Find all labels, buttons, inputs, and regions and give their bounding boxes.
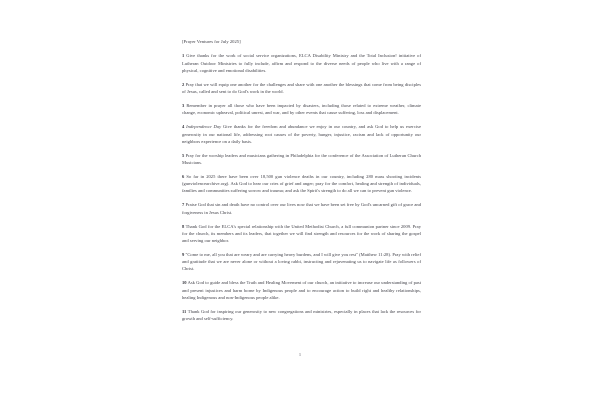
prayer-item — [182, 152, 421, 166]
prayer-item — [182, 279, 421, 300]
prayer-item — [182, 81, 421, 95]
prayer-item-number: 1 — [182, 53, 185, 59]
prayer-item — [182, 52, 421, 73]
prayer-item-text: Pray for the worship leaders and musicians gathering in Philadelphia for the conference of the Association of Lutheran Church Musicians. — [182, 152, 421, 165]
prayer-item-number: 10 — [182, 280, 187, 286]
prayer-item-text: Praise God that sin and death have no control over our lives now that we have been set free by God's uncarned gift of grace and forgiveness in Jesus Christ. — [182, 202, 421, 215]
prayer-item-number: 8 — [182, 223, 185, 229]
page-number: 1 — [298, 352, 302, 357]
prayer-item-text: Pray that we will equip one another for the challenges and share with one another the blessings that come from being disciples of Jesus, called and sent to do God's work in the world. — [182, 81, 421, 94]
prayer-list — [182, 52, 421, 322]
prayer-item-number: 11 — [182, 308, 187, 314]
document-title: [Prayer Ventures for July 2025] — [182, 39, 241, 44]
prayer-item-number: 7 — [182, 202, 185, 208]
prayer-item-text: So far in 2025 there have been over 18,500 gun violence deaths in our country, including 280 mass shooting incidents (gunviolencearchive.org). Ask God to hear our cries of grief and anger; pray for the comfort, healing and strength of individuals, families and communities suffering sorrow and trauma; and ask the Spirit's strength to do all we can to prevent gun violence. — [182, 174, 421, 194]
prayer-item — [182, 123, 421, 144]
prayer-item-number: 6 — [182, 174, 185, 180]
prayer-item-lead: Independence Day — [186, 124, 222, 130]
prayer-item-text: "Come to me, all you that are weary and are carrying heavy burdens, and I will give you rest" (Matthew 11:28). Pray with relief and gratitude that we are never alone or without a loving rabbi, instructing and rejuvenating us to navigate life as followers of Christ. — [182, 252, 422, 272]
prayer-item — [182, 201, 421, 215]
document-text-column — [182, 38, 421, 322]
prayer-item — [182, 173, 421, 194]
prayer-item-number: 3 — [182, 103, 185, 109]
prayer-item-text: Remember in prayer all those who have been impacted by disasters, including those related to extreme weather, climate change, economic upheaval, political unrest, and war, and by other events that cause suffering, loss and displacement. — [182, 103, 421, 116]
prayer-item-text: Thank God for the ELCA's special relationship with the United Methodist Church, a full communion partner since 2009. Pray for the church, its members and its leaders, that together we will find strength and resources for the work of sharing the gospel and serving our neighbor. — [182, 223, 421, 243]
prayer-item — [182, 223, 421, 244]
prayer-item-text: Ask God to guide and bless the Truth and Healing Movement of our church, an initiative to increase our understanding of past and present injustices and harm borne by Indigenous people and to encourage action to build right and healthy relationships, healing Indigenous and non-Indigenous people alike. — [182, 280, 421, 300]
prayer-item-text: Give thanks for the work of social service organizations, ELCA Disability Ministry and the Total Inclusion! initiative of Lutheran Outdoor Ministries to fully include, affirm and respond to the diverse needs of people who live with a range of physical, cognitive and emotional disabilities. — [182, 53, 421, 73]
prayer-item-text: Give thanks for the freedom and abundance we enjoy in our country, and ask God to help us exercise generosity in our national life, addressing root causes of the poverty, hunger, injustice, racism and lack of opportunity our neighbors experience on a daily basis. — [182, 124, 421, 144]
document-page — [163, 0, 437, 400]
prayer-item-number: 4 — [182, 124, 185, 130]
prayer-item-number: 5 — [182, 152, 185, 158]
prayer-item-text: Thank God for inspiring our generosity to new congregations and ministries, especially in places that lack the resources for growth and self-sufficiency. — [182, 308, 421, 321]
prayer-item — [182, 102, 421, 116]
prayer-item — [182, 251, 421, 272]
prayer-item-number: 2 — [182, 81, 185, 87]
prayer-item-number: 9 — [182, 252, 185, 258]
prayer-item — [182, 308, 421, 322]
